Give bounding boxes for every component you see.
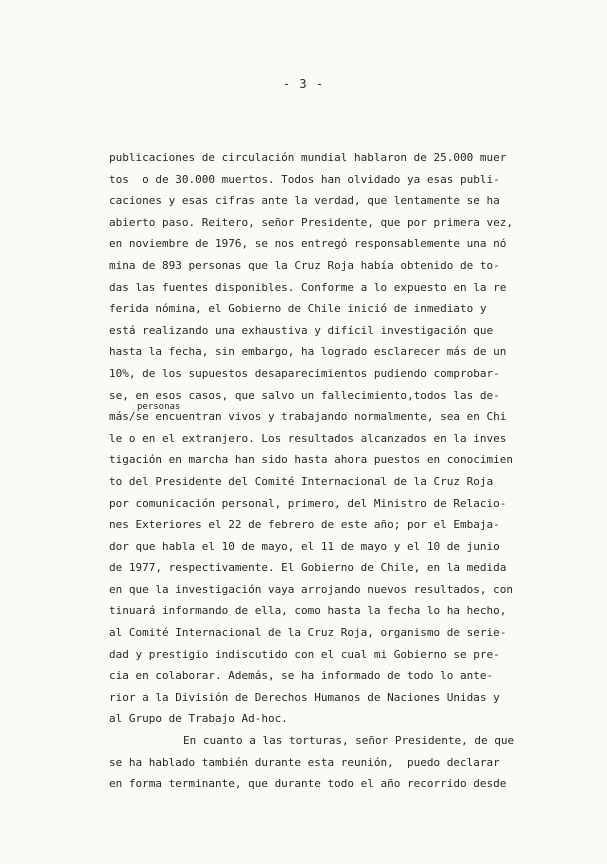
text-line: hasta la fecha, sin embargo, ha logrado esclarecer más de un [109,345,507,359]
text-line: abierto paso. Reitero, señor Presidente, que por primera vez, [109,215,513,229]
text-line-with-insert [109,402,579,428]
text-line: mina de 893 personas que la Cruz Roja había obtenido de to- [109,258,500,272]
text-line: 10%, de los supuestos desaparecimientos pudiendo comprobar- [109,366,500,380]
text-line: en forma terminante, que durante todo el año recorrido desde [109,777,507,791]
text-line: por comunicación personal, primero, del Ministro de Relacio- [109,496,507,510]
page-number: - 3 - [282,77,325,91]
text-line: to del Presidente del Comité Internacional de la Cruz Roja [109,474,494,488]
interlinear-insert: personas [137,402,181,413]
text-line: se ha hablado también durante esta reunión, puedo declarar [109,755,500,769]
text-line: cia en colaborar. Además, se ha informado de todo lo ante- [109,669,494,683]
text-line: dad y prestigio indiscutido con el cual mi Gobierno se pre- [109,647,500,661]
text-line: nes Exteriores el 22 de febrero de este año; por el Embaja- [109,518,500,532]
text-line: dor que habla el 10 de mayo, el 11 de mayo y el 10 de junio [109,539,500,553]
body-text [109,147,579,795]
text-line: ferida nómina, el Gobierno de Chile inició de inmediato y [109,302,487,316]
text-line-content: más/se encuentran vivos y trabajando normalmente, sea en Chi [109,410,507,424]
text-line: das las fuentes disponibles. Conforme a lo expuesto en la re [109,280,507,294]
text-line: está realizando una exhaustiva y difícil investigación que [109,323,494,337]
text-line: se, en esos casos, que salvo un fallecimiento,todos las de- [109,388,500,402]
text-line: en que la investigación vaya arrojando nuevos resultados, con [109,582,513,596]
text-line: de 1977, respectivamente. El Gobierno de Chile, en la medida [109,561,507,575]
paragraph-start-line: En cuanto a las torturas, señor Presidente, de que [183,734,515,748]
text-line: publicaciones de circulación mundial hablaron de 25.000 muer [109,151,507,164]
text-line: al Grupo de Trabajo Ad-hoc. [109,712,288,726]
text-line: caciones y esas cifras ante la verdad, que lentamente se ha [109,194,500,208]
text-line: tigación en marcha han sido hasta ahora puestos en conocimien [109,453,513,467]
text-line: tos o de 30.000 muertos. Todos han olvidado ya esas publi- [109,172,500,186]
text-line: rior a la División de Derechos Humanos de Naciones Unidas y [109,690,500,704]
text-line: al Comité Internacional de la Cruz Roja, organismo de serie- [109,626,507,640]
text-line: tinuará informando de ella, como hasta la fecha lo ha hecho, [109,604,507,618]
text-line: le o en el extranjero. Los resultados alcanzados en la inves [109,431,507,445]
text-line: en noviembre de 1976, se nos entregó responsablemente una nó [109,237,507,251]
